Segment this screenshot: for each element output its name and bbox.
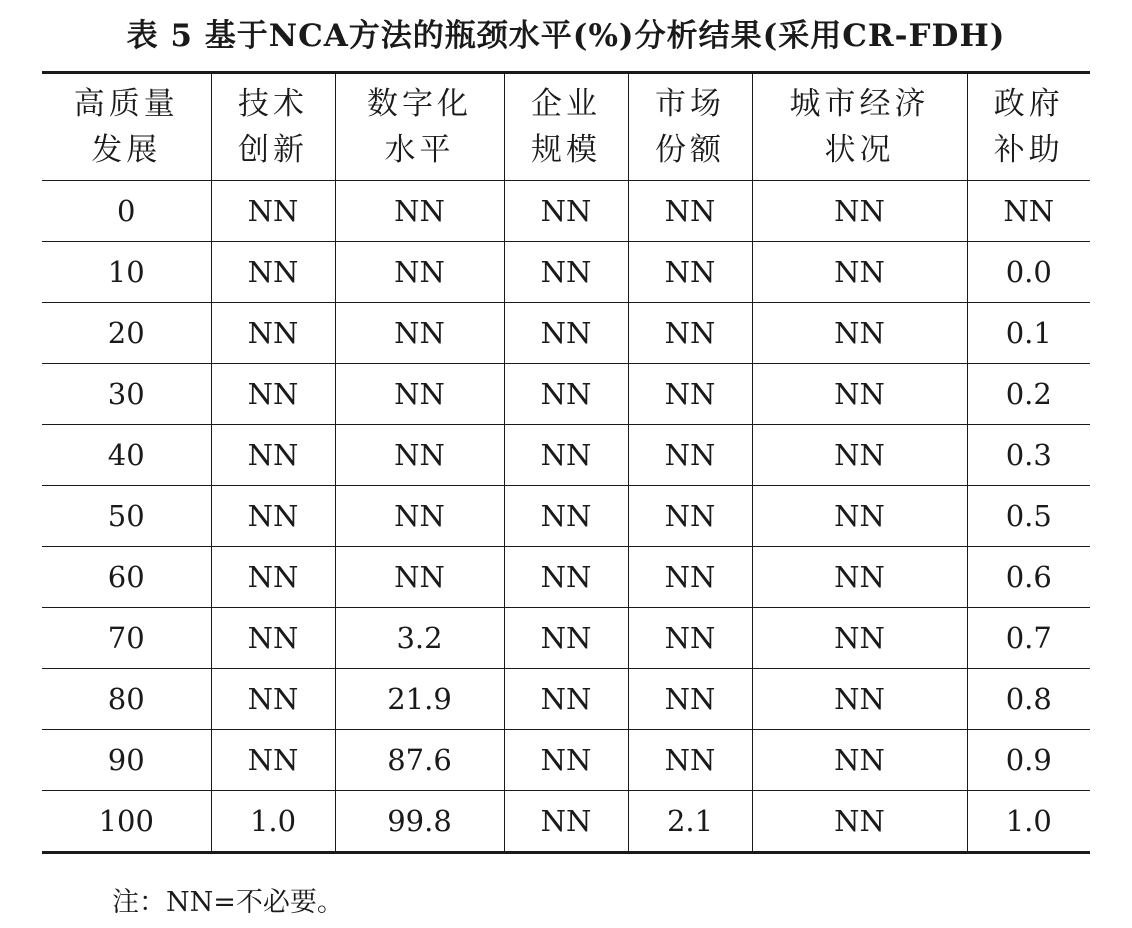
table-cell: NN [335, 242, 504, 303]
column-header-line: 发展 [91, 132, 162, 168]
table-cell: 3.2 [335, 608, 504, 669]
table-cell: NN [211, 425, 335, 486]
table-cell: NN [211, 303, 335, 364]
table-cell: NN [628, 486, 752, 547]
row-level-cell: 90 [42, 730, 211, 791]
table-cell: 0.5 [967, 486, 1090, 547]
table-cell: NN [211, 669, 335, 730]
table-cell: 0.3 [967, 425, 1090, 486]
row-level-cell: 80 [42, 669, 211, 730]
table-cell: NN [752, 669, 967, 730]
table-row [42, 608, 1090, 669]
row-level-cell: 10 [42, 242, 211, 303]
table-row [42, 547, 1090, 608]
table-cell: NN [752, 425, 967, 486]
table-cell: NN [335, 303, 504, 364]
table-cell: NN [752, 547, 967, 608]
table-cell: NN [504, 730, 628, 791]
table-cell: NN [211, 547, 335, 608]
column-header-line: 状况 [824, 132, 895, 168]
table-cell: NN [752, 791, 967, 853]
table-cell: NN [504, 242, 628, 303]
table-cell: NN [628, 547, 752, 608]
table-row [42, 669, 1090, 730]
table-cell: NN [628, 669, 752, 730]
table-cell: NN [504, 669, 628, 730]
table-note: 注：NN=不必要。 [112, 887, 344, 918]
table-row [42, 730, 1090, 791]
table-cell: NN [752, 730, 967, 791]
column-header-line: 市场 [655, 86, 725, 122]
table-cell: NN [628, 730, 752, 791]
column-header [752, 73, 967, 181]
table-cell: 0.8 [967, 669, 1090, 730]
table-cell: NN [335, 486, 504, 547]
table-cell: NN [504, 181, 628, 242]
table-cell: NN [752, 181, 967, 242]
table-cell: 1.0 [211, 791, 335, 853]
table-cell: NN [504, 547, 628, 608]
table-cell: NN [335, 547, 504, 608]
table-cell: NN [752, 242, 967, 303]
row-level-cell: 0 [117, 194, 136, 228]
row-level-cell: 60 [42, 547, 211, 608]
table-cell: NN [211, 242, 335, 303]
table-cell: NN [752, 303, 967, 364]
table-cell: 0.6 [967, 547, 1090, 608]
row-level-cell: 40 [42, 425, 211, 486]
row-level-cell: 70 [42, 608, 211, 669]
table-cell: NN [628, 303, 752, 364]
bottleneck-table [42, 71, 1090, 854]
table-cell: NN [752, 486, 967, 547]
column-header [504, 73, 628, 181]
table-cell: NN [211, 608, 335, 669]
header-row [42, 73, 1090, 181]
column-header-line: 创新 [238, 132, 308, 168]
table-cell: NN [211, 364, 335, 425]
column-header [42, 73, 211, 181]
table-cell: NN [504, 303, 628, 364]
table-cell: NN [211, 486, 335, 547]
table-cell: 0.9 [967, 730, 1090, 791]
table-cell: NN [211, 730, 335, 791]
table-cell: NN [628, 425, 752, 486]
column-header [628, 73, 752, 181]
table-cell: NN [628, 242, 752, 303]
table-body [42, 181, 1090, 853]
table-cell: NN [504, 364, 628, 425]
table-row [42, 486, 1090, 547]
table-cell: NN [752, 608, 967, 669]
column-header-line: 技术 [238, 86, 308, 122]
row-level-cell: 30 [42, 364, 211, 425]
table-cell: NN [504, 608, 628, 669]
table-cell: NN [628, 364, 752, 425]
column-header-line: 政府 [993, 86, 1064, 122]
table-cell: 87.6 [335, 730, 504, 791]
column-header-line: 水平 [384, 132, 455, 168]
row-level-cell: 50 [42, 486, 211, 547]
table-row [42, 364, 1090, 425]
table-cell: NN [504, 425, 628, 486]
table-cell: 1.0 [967, 791, 1090, 853]
column-header-line: 补助 [993, 132, 1064, 168]
column-header [967, 73, 1090, 181]
table-cell: NN [504, 486, 628, 547]
column-header-line: 数字化 [367, 86, 472, 122]
table-cell: 0.1 [967, 303, 1090, 364]
column-header [335, 73, 504, 181]
table-cell: 21.9 [335, 669, 504, 730]
table-cell: 0.0 [967, 242, 1090, 303]
table-cell: NN [628, 608, 752, 669]
row-level-cell: 20 [42, 303, 211, 364]
column-header-line: 城市经济 [789, 86, 930, 122]
table-cell: NN [335, 364, 504, 425]
table-cell: NN [335, 181, 504, 242]
table-row [42, 242, 1090, 303]
table-row [42, 181, 1090, 242]
column-header [211, 73, 335, 181]
table-title: 表 5 基于NCA方法的瓶颈水平(%)分析结果(采用CR-FDH) [126, 18, 1006, 54]
table-cell: NN [628, 181, 752, 242]
table-cell: 2.1 [628, 791, 752, 853]
row-level-cell: 100 [42, 791, 211, 853]
column-header-line: 规模 [531, 132, 601, 168]
table-cell: 0.2 [967, 364, 1090, 425]
table-cell: 99.8 [335, 791, 504, 853]
table-row [42, 791, 1090, 853]
column-header-line: 份额 [655, 132, 725, 168]
table-cell: NN [967, 181, 1090, 242]
table-cell: NN [504, 791, 628, 853]
table-cell: NN [752, 364, 967, 425]
table-cell: NN [211, 181, 335, 242]
column-header-line: 企业 [531, 86, 601, 122]
column-header-line: 高质量 [73, 86, 179, 122]
table-row [42, 303, 1090, 364]
table-cell: NN [335, 425, 504, 486]
table-cell: 0.7 [967, 608, 1090, 669]
table-row [42, 425, 1090, 486]
